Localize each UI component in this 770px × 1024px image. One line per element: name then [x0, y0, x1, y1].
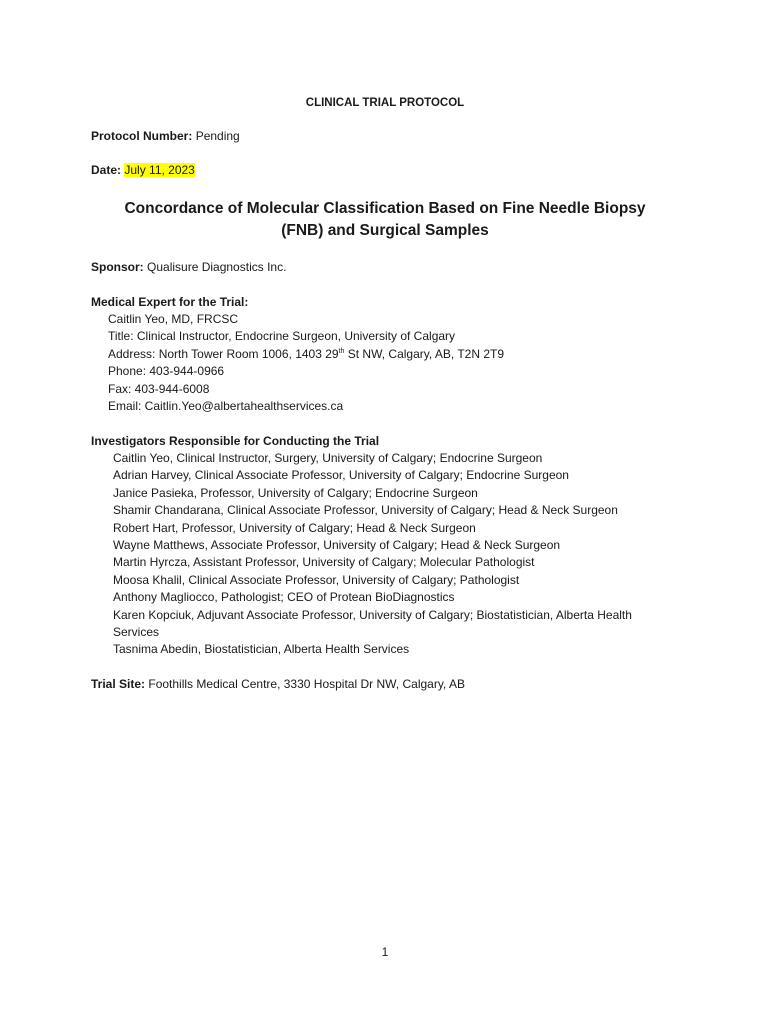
document-heading: CLINICAL TRIAL PROTOCOL — [305, 97, 465, 109]
list-item: Tasnima Abedin, Biostatistician, Alberta Health Services — [113, 642, 410, 657]
expert-name: Caitlin Yeo, MD, FRCSC — [108, 312, 239, 326]
investigators-list — [113, 450, 673, 659]
list-item: Karen Kopciuk, Adjuvant Associate Professor, University of Calgary; Biostatistician, Alberta Health Services — [113, 607, 632, 640]
sponsor-label: Sponsor: — [91, 260, 144, 274]
investigators-label: Investigators Responsible for Conducting the Trial — [91, 434, 380, 448]
medical-expert-label: Medical Expert for the Trial: — [91, 295, 249, 309]
expert-fax: Fax: 403-944-6008 — [108, 381, 210, 396]
expert-address: Address: North Tower Room 1006, 1403 29th St NW, Calgary, AB, T2N 2T9 — [108, 346, 505, 361]
trial-site — [91, 676, 465, 693]
date-value: July 11, 2023 — [124, 163, 195, 177]
protocol-number — [91, 128, 240, 145]
expert-title: Title: Clinical Instructor, Endocrine Surgeon, University of Calgary — [108, 329, 456, 344]
page-number: 1 — [381, 945, 389, 959]
trial-site-label: Trial Site: — [91, 677, 146, 691]
list-item: Moosa Khalil, Clinical Associate Professor, University of Calgary; Pathologist — [113, 572, 520, 587]
list-item: Adrian Harvey, Clinical Associate Professor, University of Calgary; Endocrine Surgeon — [113, 468, 569, 483]
expert-phone: Phone: 403-944-0966 — [108, 364, 225, 379]
list-item: Martin Hyrcza, Assistant Professor, University of Calgary; Molecular Pathologist — [113, 555, 535, 570]
protocol-number-value: Pending — [195, 129, 240, 143]
date-label: Date: — [91, 163, 122, 177]
sponsor-value: Qualisure Diagnostics Inc. — [147, 260, 287, 274]
study-title-line-1: Concordance of Molecular Classification Based on Fine Needle Biopsy — [124, 200, 646, 217]
list-item: Caitlin Yeo, Clinical Instructor, Surgery, University of Calgary; Endocrine Surgeon — [113, 451, 543, 465]
list-item: Shamir Chandarana, Clinical Associate Professor, University of Calgary; Head & Neck Surgeon — [113, 503, 618, 518]
expert-email: Email: Caitlin.Yeo@albertahealthservices.ca — [108, 399, 344, 414]
study-title-line-2: (FNB) and Surgical Samples — [281, 222, 489, 239]
protocol-number-label: Protocol Number: — [91, 129, 193, 143]
list-item: Anthony Magliocco, Pathologist; CEO of Protean BioDiagnostics — [113, 590, 455, 605]
study-title — [100, 198, 670, 242]
list-item: Robert Hart, Professor, University of Calgary; Head & Neck Surgeon — [113, 520, 476, 535]
medical-expert-details — [108, 311, 504, 415]
sponsor — [91, 259, 286, 276]
list-item: Wayne Matthews, Associate Professor, University of Calgary; Head & Neck Surgeon — [113, 538, 561, 553]
list-item: Janice Pasieka, Professor, University of Calgary; Endocrine Surgeon — [113, 485, 478, 500]
trial-site-value: Foothills Medical Centre, 3330 Hospital Dr NW, Calgary, AB — [148, 677, 465, 691]
protocol-date — [91, 162, 195, 179]
